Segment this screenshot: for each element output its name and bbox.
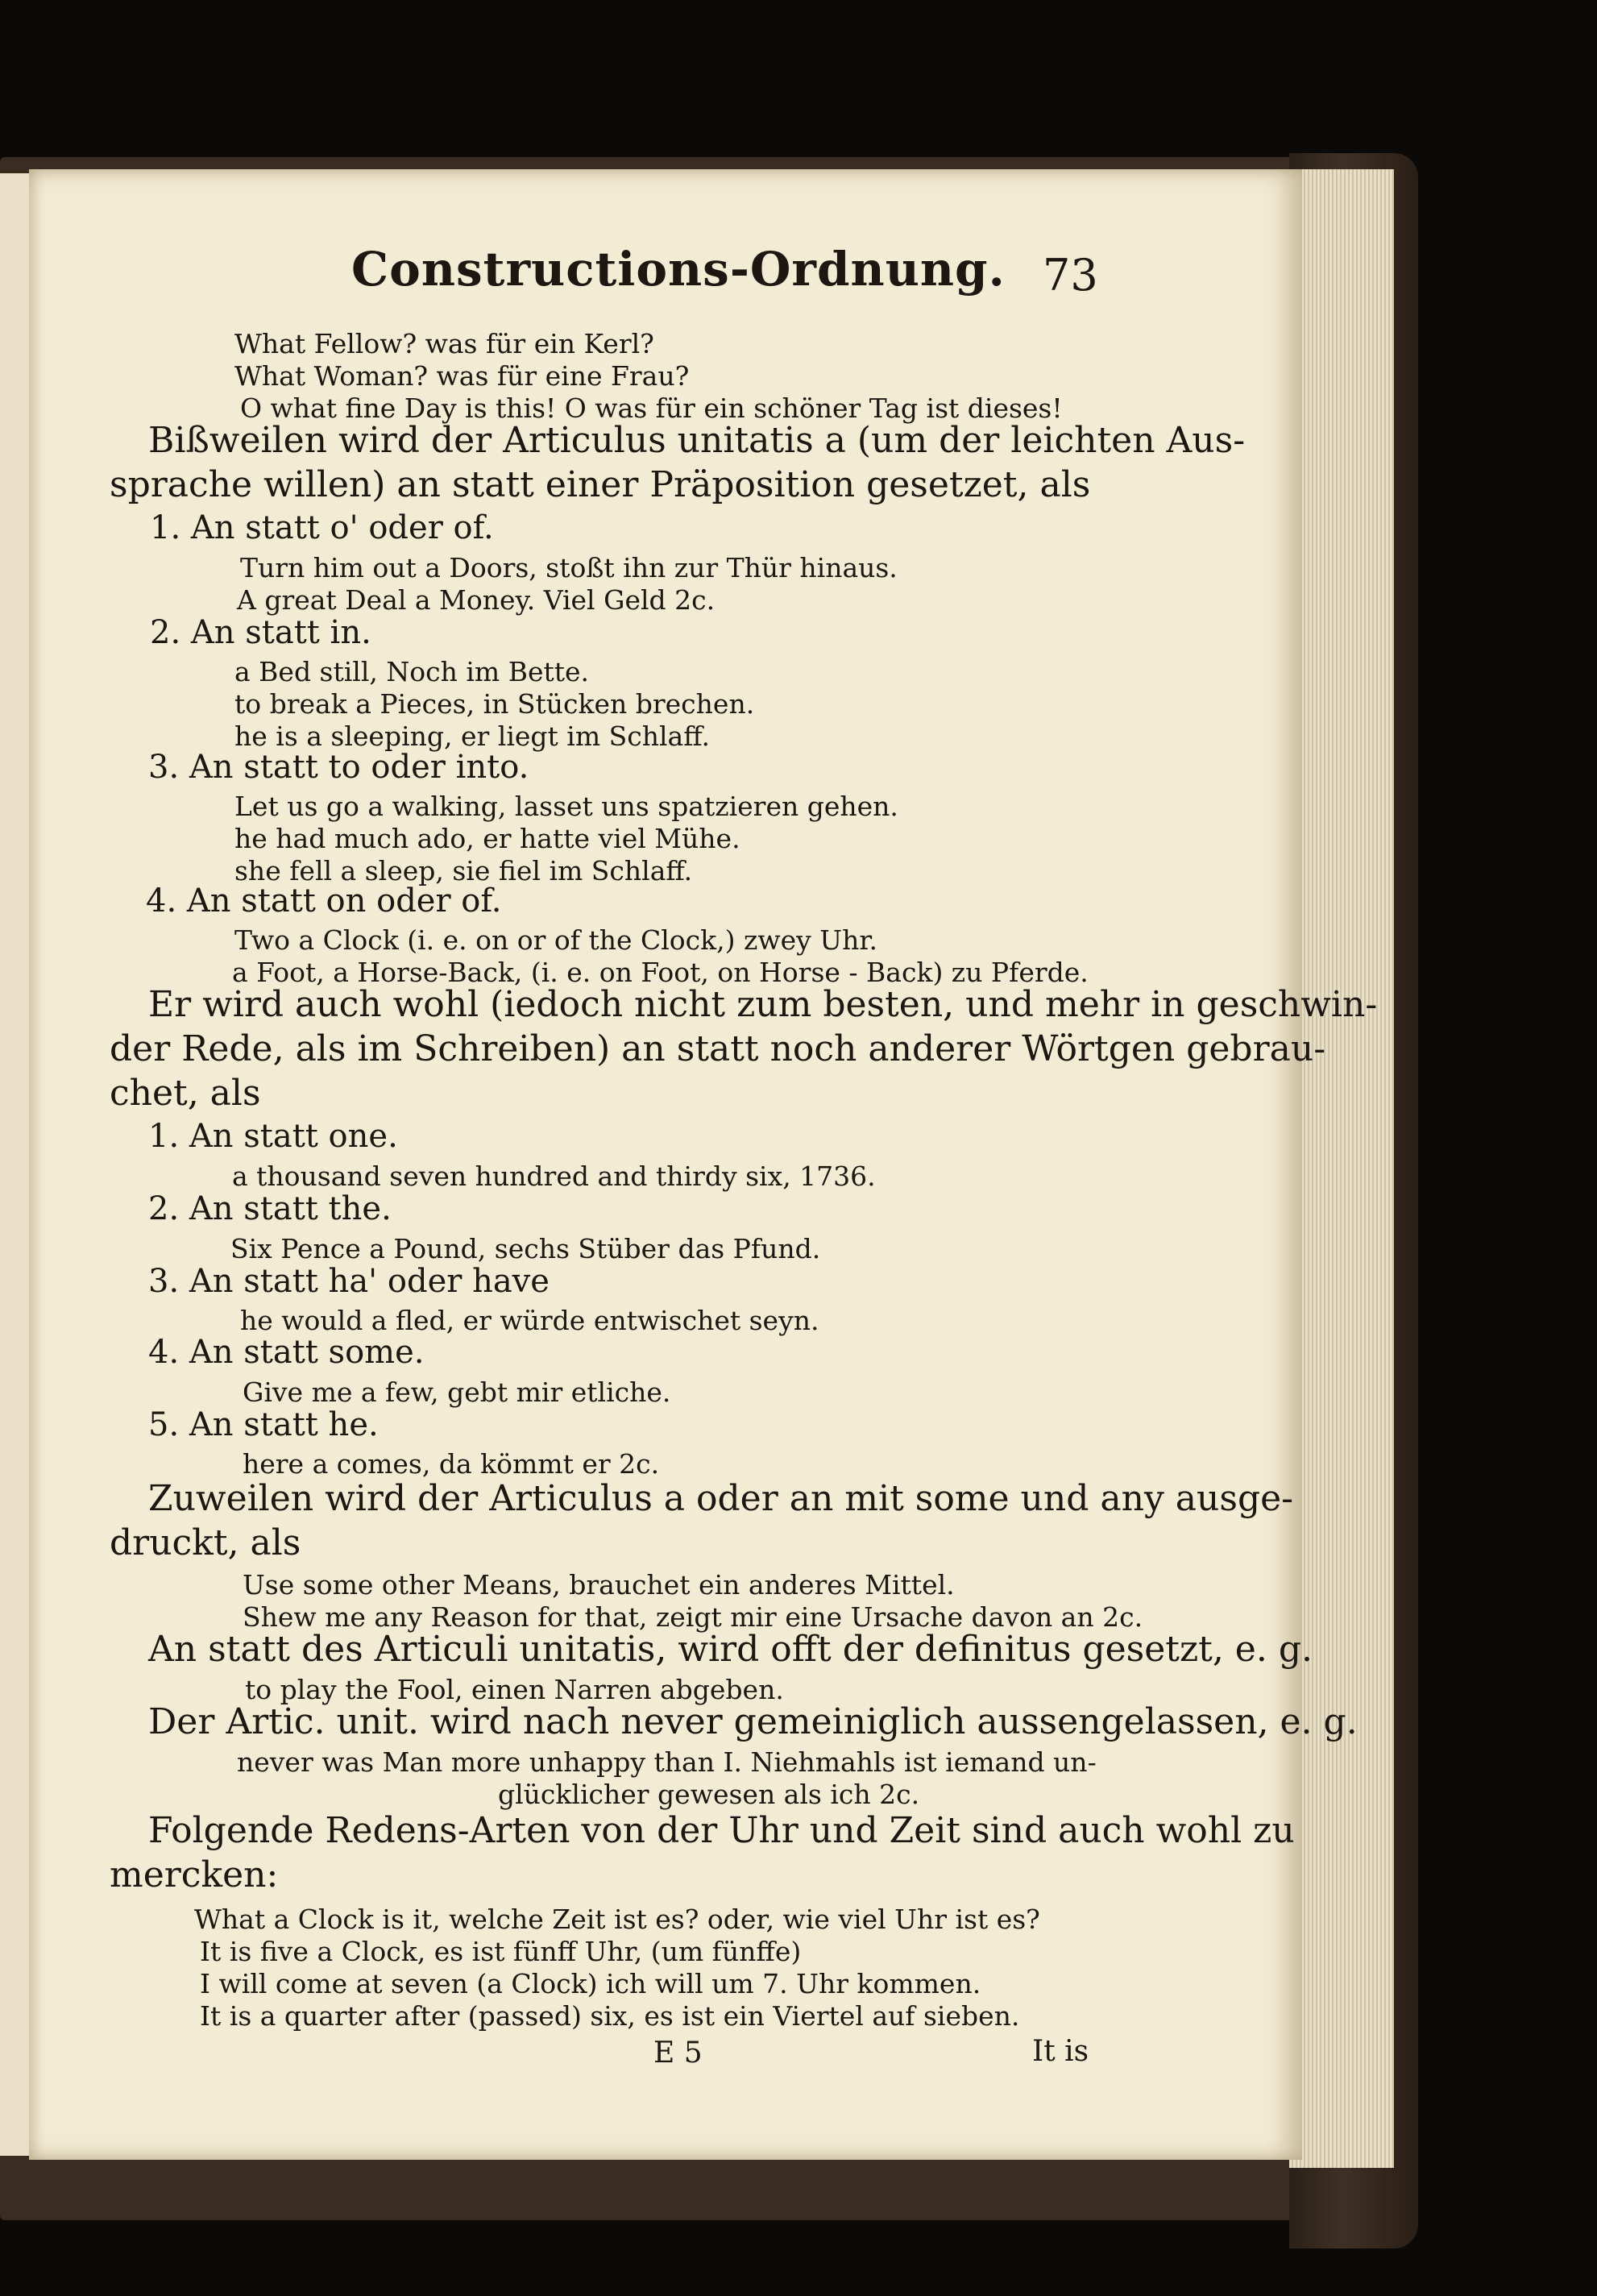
text-line: der Rede, als im Schreiben) an statt noch anderer Wörtgen gebrau- bbox=[110, 1028, 1326, 1069]
text-line: 2. An statt in. bbox=[150, 614, 371, 651]
text-line: to break a Pieces, in Stücken brechen. bbox=[234, 688, 755, 720]
text-line: Der Artic. unit. wird nach never gemeiniglich aussengelassen, e. g. bbox=[148, 1701, 1358, 1742]
text-line: never was Man more unhappy than I. Niehmahls ist iemand un- bbox=[237, 1746, 1097, 1778]
text-line: Turn him out a Doors, stoßt ihn zur Thür hinaus. bbox=[240, 552, 898, 583]
text-line: 5. An statt he. bbox=[148, 1406, 379, 1443]
text-line: to play the Fool, einen Narren abgeben. bbox=[245, 1674, 784, 1705]
text-line: Give me a few, gebt mir etliche. bbox=[243, 1376, 671, 1408]
page-edges bbox=[1289, 169, 1394, 2168]
text-line: he would a fled, er würde entwischet seyn. bbox=[240, 1305, 819, 1336]
text-line: Two a Clock (i. e. on or of the Clock,) zwey Uhr. bbox=[234, 924, 878, 956]
text-line: mercken: bbox=[110, 1854, 279, 1895]
text-line: It is five a Clock, es ist fünff Uhr, (um fünffe) bbox=[200, 1936, 802, 1967]
text-line: 2. An statt the. bbox=[148, 1190, 392, 1227]
text-line: Use some other Means, brauchet ein anderes Mittel. bbox=[243, 1569, 955, 1601]
text-line: 1. An statt one. bbox=[148, 1118, 398, 1155]
text-line: Shew me any Reason for that, zeigt mir eine Ursache davon an 2c. bbox=[243, 1601, 1143, 1633]
signature-mark: E 5 bbox=[653, 2037, 703, 2070]
page-number: 73 bbox=[1043, 250, 1098, 301]
text-line: What Woman? was für eine Frau? bbox=[234, 360, 690, 392]
text-line: It is a quarter after (passed) six, es ist ein Viertel auf sieben. bbox=[200, 2000, 1020, 2032]
text-line: Folgende Redens-Arten von der Uhr und Zeit sind auch wohl zu bbox=[148, 1810, 1295, 1851]
text-line: What a Clock is it, welche Zeit ist es? oder, wie viel Uhr ist es? bbox=[194, 1904, 1040, 1935]
text-line: she fell a sleep, sie fiel im Schlaff. bbox=[234, 855, 693, 886]
text-line: What Fellow? was für ein Kerl? bbox=[234, 328, 654, 359]
text-line: 4. An statt some. bbox=[148, 1334, 425, 1371]
text-line: glücklicher gewesen als ich 2c. bbox=[498, 1779, 920, 1810]
text-line: Let us go a walking, lasset uns spatzieren gehen. bbox=[234, 791, 898, 822]
book-page bbox=[29, 169, 1378, 2160]
text-line: 3. An statt to oder into. bbox=[148, 749, 529, 786]
text-line: A great Deal a Money. Viel Geld 2c. bbox=[237, 584, 716, 616]
text-line: he is a sleeping, er liegt im Schlaff. bbox=[234, 720, 710, 752]
text-line: druckt, als bbox=[110, 1522, 301, 1563]
text-line: Er wird auch wohl (iedoch nicht zum besten, und mehr in geschwin- bbox=[148, 984, 1378, 1025]
text-line: chet, als bbox=[110, 1073, 261, 1114]
running-header: Constructions-Ordnung. bbox=[351, 242, 1006, 297]
left-leaf bbox=[0, 173, 32, 2156]
text-line: a Foot, a Horse-Back, (i. e. on Foot, on Horse - Back) zu Pferde. bbox=[232, 957, 1089, 988]
text-line: he had much ado, er hatte viel Mühe. bbox=[234, 823, 740, 854]
text-line: I will come at seven (a Clock) ich will um 7. Uhr kommen. bbox=[200, 1968, 981, 1999]
text-line: Bißweilen wird der Articulus unitatis a (um der leichten Aus- bbox=[148, 420, 1246, 461]
text-line: O what fine Day is this! O was für ein schöner Tag ist dieses! bbox=[240, 392, 1063, 424]
text-line: Six Pence a Pound, sechs Stüber das Pfund. bbox=[230, 1233, 821, 1264]
text-line: here a comes, da kömmt er 2c. bbox=[243, 1448, 660, 1480]
text-line: 3. An statt ha' oder have bbox=[148, 1263, 550, 1300]
text-line: a thousand seven hundred and thirdy six, 1736. bbox=[232, 1160, 876, 1192]
text-line: Zuweilen wird der Articulus a oder an mit some und any ausge- bbox=[148, 1478, 1294, 1519]
catchword: It is bbox=[1032, 2035, 1089, 2068]
text-line: 1. An statt o' oder of. bbox=[150, 509, 494, 546]
text-line: 4. An statt on oder of. bbox=[146, 882, 502, 920]
text-line: An statt des Articuli unitatis, wird offt der definitus gesetzt, e. g. bbox=[148, 1629, 1313, 1670]
text-line: sprache willen) an statt einer Präposition gesetzet, als bbox=[110, 464, 1091, 505]
text-line: a Bed still, Noch im Bette. bbox=[234, 656, 590, 687]
